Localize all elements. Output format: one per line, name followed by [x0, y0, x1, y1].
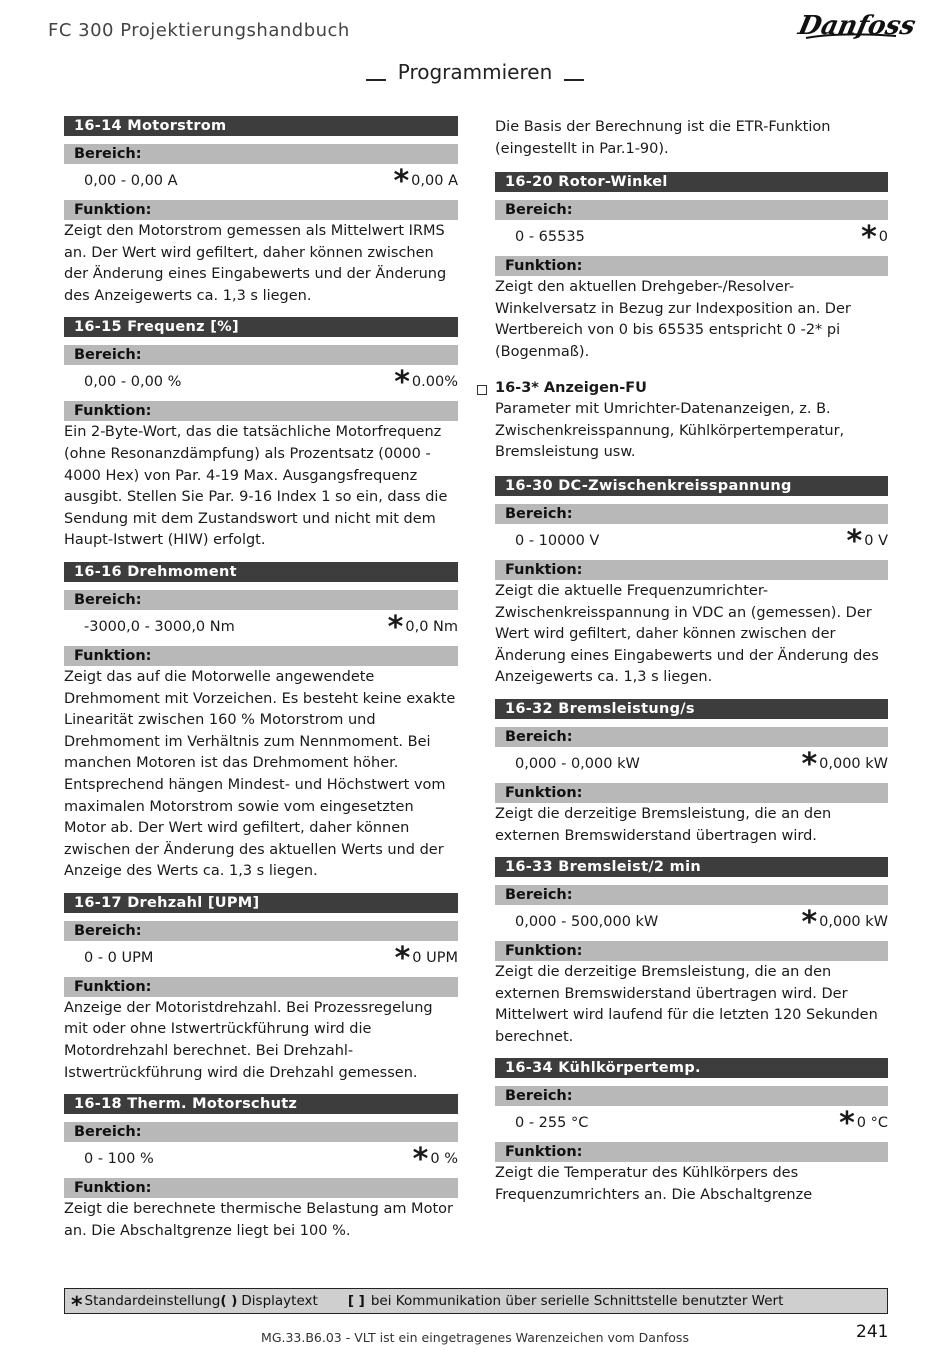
checkbox-icon	[477, 385, 487, 395]
default-value	[801, 905, 888, 941]
page-number: 241	[856, 1322, 889, 1342]
group-heading	[495, 378, 888, 400]
range-row	[64, 1142, 458, 1178]
parameter-block	[64, 1094, 458, 1242]
range-row	[64, 609, 458, 645]
parameter-title: 16-14 Motorstrom	[64, 116, 458, 136]
range-label: Bereich:	[495, 727, 888, 747]
range-row	[495, 746, 888, 782]
function-label: Funktion:	[64, 646, 458, 666]
default-value	[393, 164, 458, 199]
asterisk-icon: *	[839, 1106, 855, 1142]
parameter-block	[495, 857, 888, 1048]
parameter-block	[64, 893, 458, 1084]
function-description: Anzeige der Motoristdrehzahl. Bei Prozessregelung mit oder ohne Istwertrückführung wird die Motordrehzahl berechnet. Bei Drehzahl-Istwertrückführung wird die Drehzahl gemessen.	[64, 999, 433, 1081]
default-value	[412, 1142, 458, 1178]
range-value: 0 - 10000 V	[515, 532, 600, 549]
default-value	[846, 523, 888, 559]
range-row	[495, 220, 888, 256]
range-row	[495, 523, 888, 559]
parameter-title: 16-17 Drehzahl [UPM]	[64, 893, 458, 913]
range-row	[64, 164, 458, 199]
parameter-block	[64, 116, 458, 307]
default-value	[394, 940, 458, 976]
legend-default: Standardeinstellung	[84, 1293, 221, 1309]
range-label: Bereich:	[64, 1122, 458, 1142]
function-label: Funktion:	[64, 1178, 458, 1198]
function-label: Funktion:	[495, 783, 888, 803]
default-text: 0,000 kW	[819, 755, 888, 772]
range-row	[64, 365, 458, 401]
function-description: Zeigt die derzeitige Bremsleistung, die an den externen Bremswiderstand übertragen wird. Der Mittelwert wird laufend für die letzten 120 Sekunden berechnet.	[495, 964, 878, 1045]
legend-bar	[64, 1288, 888, 1318]
parameter-list-a	[495, 172, 888, 363]
range-value: 0 - 65535	[515, 229, 585, 246]
asterisk-icon: *	[801, 746, 818, 782]
function-label: Funktion:	[495, 256, 888, 276]
function-description: Zeigt den aktuellen Drehgeber-/Resolver-Winkelversatz in Bezug zur Indexposition an. Der Wertbereich von 0 bis 65535 entspricht 0 -2* pi (Bogenmaß).	[495, 279, 851, 360]
asterisk-icon: *	[393, 164, 410, 199]
intro-text: Die Basis der Berechnung ist die ETR-Funktion (eingestellt in Par.1-90).	[495, 119, 831, 157]
function-label: Funktion:	[64, 200, 458, 220]
parameter-title: 16-20 Rotor-Winkel	[495, 172, 888, 192]
parameter-title: 16-16 Drehmoment	[64, 562, 458, 582]
legend-display-text: Displaytext	[241, 1293, 318, 1309]
default-value	[839, 1106, 888, 1142]
default-text: 0,000 kW	[819, 914, 888, 931]
function-description: Ein 2-Byte-Wort, das die tatsächliche Motorfrequenz (ohne Resonanzdämpfung) als Prozentsatz (0000 - 4000 Hex) von Par. 4-19 Max. Ausgangsfrequenz ausgibt. Stellen Sie Par. 9-16 Index 1 so ein, dass die Sendung mit dem Zustandswort und nicht mit dem Haupt-Istwert (HIW) erfolgt.	[64, 424, 448, 549]
section-heading	[0, 60, 950, 84]
range-value: 0,00 - 0,00 A	[84, 173, 178, 189]
default-text: 0 °C	[856, 1115, 888, 1132]
range-label: Bereich:	[495, 1086, 888, 1106]
range-label: Bereich:	[64, 921, 458, 941]
range-value: 0 - 100 %	[84, 1151, 154, 1168]
asterisk-icon: *	[412, 1142, 429, 1178]
parameter-block	[64, 317, 458, 552]
range-label: Bereich:	[495, 885, 888, 905]
function-description: Zeigt die aktuelle Frequenzumrichter-Zwischenkreisspannung in VDC an (gemessen). Der Wert wird gefiltert, daher können zwischen der Änderung eines Eingabewerts und der Änderung des Anzeigewerts ca. 1,3 s liegen.	[495, 582, 879, 686]
default-text: 0	[878, 229, 888, 246]
danfoss-logo	[795, 2, 919, 44]
range-label: Bereich:	[495, 504, 888, 524]
footer-text: MG.33.B6.03 - VLT ist ein eingetragenes Warenzeichen vom Danfoss	[261, 1330, 689, 1345]
range-label: Bereich:	[64, 144, 458, 164]
asterisk-icon: *	[861, 220, 877, 256]
right-column	[495, 116, 888, 1217]
parameter-block	[495, 699, 888, 847]
range-value: -3000,0 - 3000,0 Nm	[84, 618, 235, 635]
range-row	[495, 1106, 888, 1142]
parameter-block	[495, 172, 888, 363]
range-value: 0,000 - 0,000 kW	[515, 755, 640, 772]
asterisk-icon: *	[846, 523, 863, 559]
function-description: Zeigt die berechnete thermische Belastung am Motor an. Die Abschaltgrenze liegt bei 100 %.	[64, 1201, 453, 1239]
parameter-title: 16-33 Bremsleist/2 min	[495, 857, 888, 877]
parameter-title: 16-32 Bremsleistung/s	[495, 699, 888, 719]
parameter-block	[495, 476, 888, 689]
range-row	[495, 905, 888, 941]
default-text: 0,0 Nm	[405, 618, 458, 635]
default-value	[861, 220, 888, 256]
legend-paren-symbol: ( )	[220, 1293, 238, 1309]
default-text: 0 UPM	[412, 949, 458, 966]
left-column	[64, 116, 458, 1252]
function-description: Zeigt die derzeitige Bremsleistung, die an den externen Bremswiderstand übertragen wird.	[495, 805, 832, 844]
default-text: 0.00%	[411, 374, 458, 391]
function-description: Zeigt die Temperatur des Kühlkörpers des Frequenzumrichters an. Die Abschaltgrenze	[495, 1165, 813, 1204]
function-label: Funktion:	[495, 941, 888, 961]
parameter-block	[64, 562, 458, 883]
function-label: Funktion:	[64, 977, 458, 997]
default-value	[394, 365, 458, 401]
parameter-list-b	[495, 476, 888, 1207]
section-title: Programmieren	[397, 60, 553, 84]
svg-text:Danfoss: Danfoss	[795, 10, 919, 41]
asterisk-icon: *	[387, 609, 404, 645]
range-row	[64, 940, 458, 976]
default-value	[387, 609, 458, 645]
default-text: 0 V	[864, 532, 888, 549]
parameter-title: 16-15 Frequenz [%]	[64, 317, 458, 337]
parameter-title: 16-18 Therm. Motorschutz	[64, 1094, 458, 1114]
default-value	[801, 746, 888, 782]
parameter-title: 16-34 Kühlkörpertemp.	[495, 1058, 888, 1078]
function-description: Zeigt das auf die Motorwelle angewendete Drehmoment mit Vorzeichen. Es besteht keine exakte Linearität zwischen 160 % Motorstrom und Drehmoment im Verhältnis zum Nennmoment. Bei manchen Motoren ist das Drehmoment höher. Entsprechend hängen Mindest- und Höchstwert vom maximalen Motorstrom sowie vom eingesetzten Motor ab. Der Wert wird gefiltert, daher können zwischen der Änderung des aktuellen Werts und der Anzeige des Werts ca. 1,3 s liegen.	[64, 668, 456, 880]
asterisk-icon: *	[394, 940, 411, 976]
default-text: 0,00 A	[411, 173, 458, 189]
range-value: 0,00 - 0,00 %	[84, 374, 182, 391]
parameter-title: 16-30 DC-Zwischenkreisspannung	[495, 476, 888, 496]
parameter-group	[495, 378, 888, 464]
heading-dash-right	[564, 79, 584, 81]
document-title: FC 300 Projektierungshandbuch	[48, 20, 350, 41]
range-value: 0 - 0 UPM	[84, 949, 154, 966]
parameter-block	[495, 1058, 888, 1206]
range-label: Bereich:	[495, 200, 888, 220]
legend-bracket-symbol: [ ]	[347, 1293, 365, 1309]
group-title: 16-3* Anzeigen-FU	[495, 379, 647, 396]
range-value: 0,000 - 500,000 kW	[515, 914, 659, 931]
group-description: Parameter mit Umrichter-Datenanzeigen, z. B. Zwischenkreisspannung, Kühlkörpertemperatur, Bremsleistung usw.	[495, 401, 845, 461]
heading-dash-left	[366, 79, 386, 81]
function-label: Funktion:	[495, 1142, 888, 1162]
range-value: 0 - 255 °C	[515, 1115, 589, 1132]
asterisk-icon: *	[71, 1293, 83, 1318]
function-description: Zeigt den Motorstrom gemessen als Mittelwert IRMS an. Der Wert wird gefiltert, daher können zwischen der Änderung eines Eingabewerts und der Änderung des Anzeigewerts ca. 1,3 s liegen.	[64, 223, 447, 304]
range-label: Bereich:	[64, 590, 458, 610]
default-text: 0 %	[430, 1151, 458, 1168]
function-label: Funktion:	[495, 560, 888, 580]
range-label: Bereich:	[64, 345, 458, 365]
legend-serial-text: bei Kommunikation über serielle Schnittstelle benutzter Wert	[370, 1293, 784, 1309]
asterisk-icon: *	[801, 905, 818, 941]
asterisk-icon: *	[394, 365, 410, 401]
function-label: Funktion:	[64, 401, 458, 421]
